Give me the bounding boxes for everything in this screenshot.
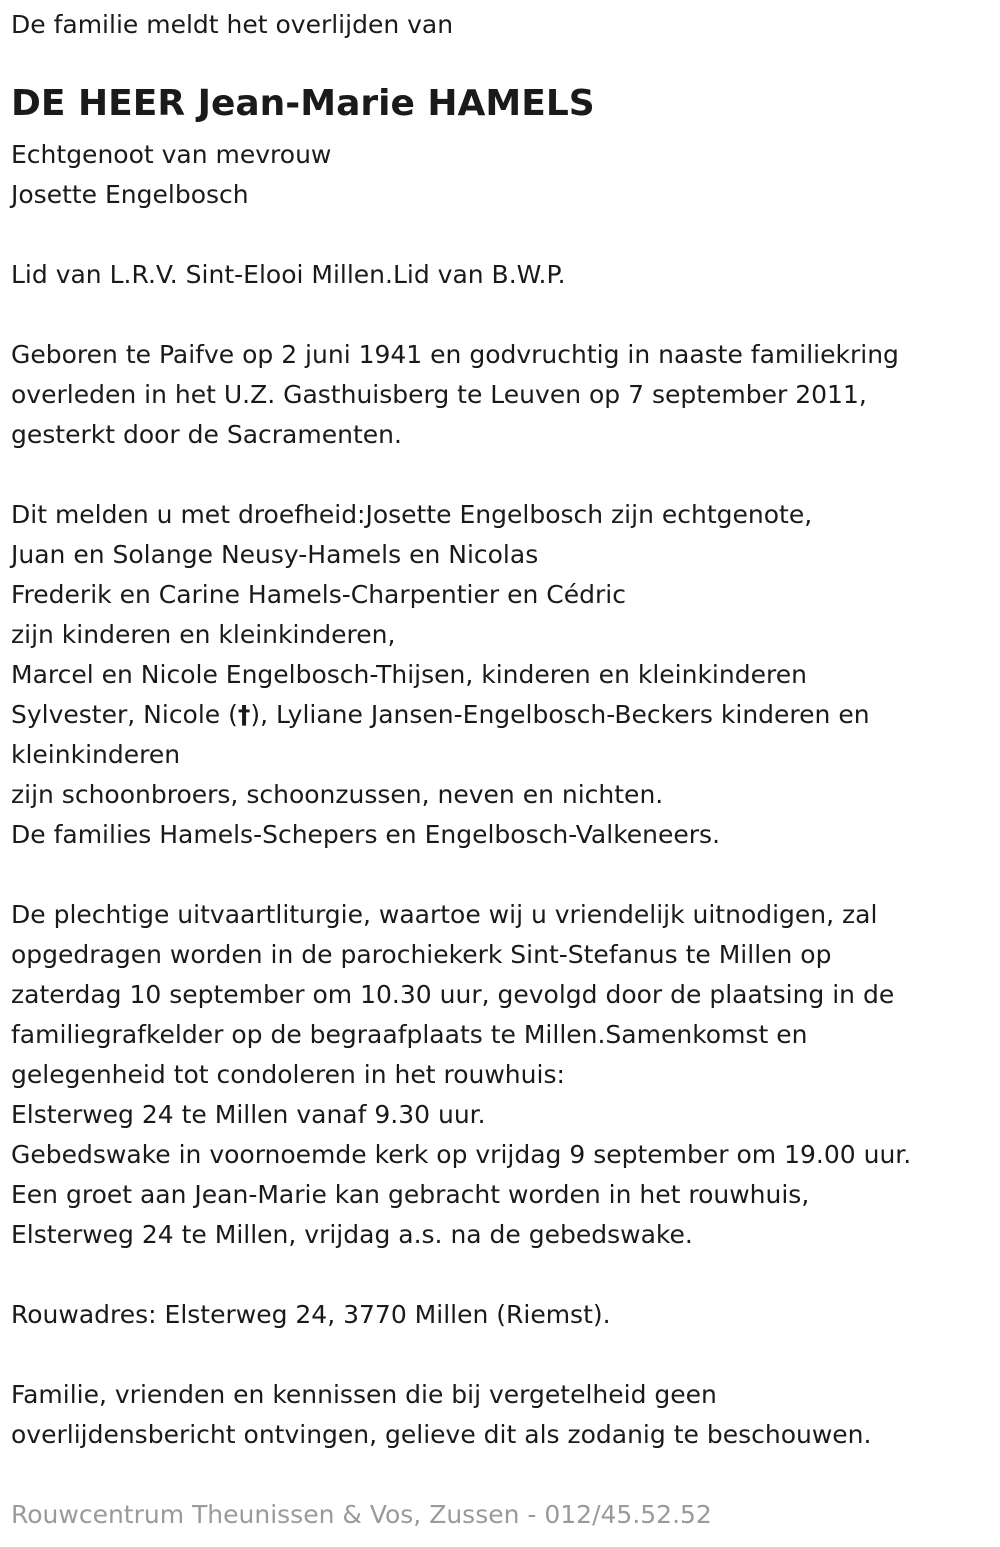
- spacer: [11, 455, 975, 495]
- spacer: [11, 295, 975, 335]
- paragraph-line: Frederik en Carine Hamels-Charpentier en Cédric: [11, 580, 626, 609]
- spacer: [11, 855, 975, 895]
- mourning-address: Rouwadres: Elsterweg 24, 3770 Millen (Riemst).: [11, 1300, 611, 1329]
- ceremony-paragraph: [11, 895, 975, 1255]
- spacer: [11, 1255, 975, 1295]
- paragraph-line: overleden in het U.Z. Gasthuisberg te Leuven op 7 september 2011,: [11, 380, 867, 409]
- spacer: [11, 1335, 975, 1375]
- notice-paragraph: [11, 1375, 975, 1455]
- paragraph-line: De families Hamels-Schepers en Engelbosch-Valkeneers.: [11, 820, 721, 849]
- paragraph-line: zijn schoonbroers, schoonzussen, neven en nichten.: [11, 780, 664, 809]
- paragraph-line: kleinkinderen: [11, 740, 181, 769]
- paragraph-line: Een groet aan Jean-Marie kan gebracht worden in het rouwhuis,: [11, 1180, 810, 1209]
- birth-death-paragraph: [11, 335, 975, 455]
- paragraph-line: Dit melden u met droefheid:Josette Engelbosch zijn echtgenote,: [11, 500, 813, 529]
- spouse-section: [11, 135, 975, 215]
- funeral-home-footer: Rouwcentrum Theunissen & Vos, Zussen - 012/45.52.52: [11, 1500, 712, 1529]
- paragraph-line: Geboren te Paifve op 2 juni 1941 en godvruchtig in naaste familiekring: [11, 340, 899, 369]
- spouse-line: Echtgenoot van mevrouw: [11, 140, 332, 169]
- cross-line-after: ), Lyliane Jansen-Engelbosch-Beckers kinderen en: [250, 700, 870, 729]
- paragraph-line: overlijdensbericht ontvingen, gelieve dit als zodanig te beschouwen.: [11, 1420, 872, 1449]
- paragraph-line: gelegenheid tot condoleren in het rouwhuis:: [11, 1060, 565, 1089]
- paragraph-line: Elsterweg 24 te Millen vanaf 9.30 uur.: [11, 1100, 486, 1129]
- family-paragraph: [11, 495, 975, 855]
- cross-line-before: Sylvester, Nicole (: [11, 700, 238, 729]
- paragraph-line: Familie, vrienden en kennissen die bij vergetelheid geen: [11, 1380, 717, 1409]
- paragraph-line: zaterdag 10 september om 10.30 uur, gevolgd door de plaatsing in de: [11, 980, 895, 1009]
- membership-text: Lid van L.R.V. Sint-Elooi Millen.Lid van B.W.P.: [11, 260, 566, 289]
- spacer: [11, 215, 975, 255]
- paragraph-line-with-cross: [11, 695, 975, 735]
- paragraph-line: zijn kinderen en kleinkinderen,: [11, 620, 396, 649]
- paragraph-line: De plechtige uitvaartliturgie, waartoe wij u vriendelijk uitnodigen, zal: [11, 900, 878, 929]
- paragraph-line: Gebedswake in voornoemde kerk op vrijdag 9 september om 19.00 uur.: [11, 1140, 912, 1169]
- paragraph-line: familiegrafkelder op de begraafplaats te Millen.Samenkomst en: [11, 1020, 808, 1049]
- intro-text: De familie meldt het overlijden van: [11, 10, 454, 39]
- paragraph-line: Juan en Solange Neusy-Hamels en Nicolas: [11, 540, 539, 569]
- paragraph-line: Marcel en Nicole Engelbosch-Thijsen, kinderen en kleinkinderen: [11, 660, 807, 689]
- deceased-name-title: DE HEER Jean-Marie HAMELS: [11, 83, 595, 124]
- paragraph-line: Elsterweg 24 te Millen, vrijdag a.s. na de gebedswake.: [11, 1220, 693, 1249]
- paragraph-line: gesterkt door de Sacramenten.: [11, 420, 402, 449]
- paragraph-line: opgedragen worden in de parochiekerk Sint-Stefanus te Millen op: [11, 940, 832, 969]
- cross-icon: †: [237, 700, 251, 729]
- spouse-name: Josette Engelbosch: [11, 180, 249, 209]
